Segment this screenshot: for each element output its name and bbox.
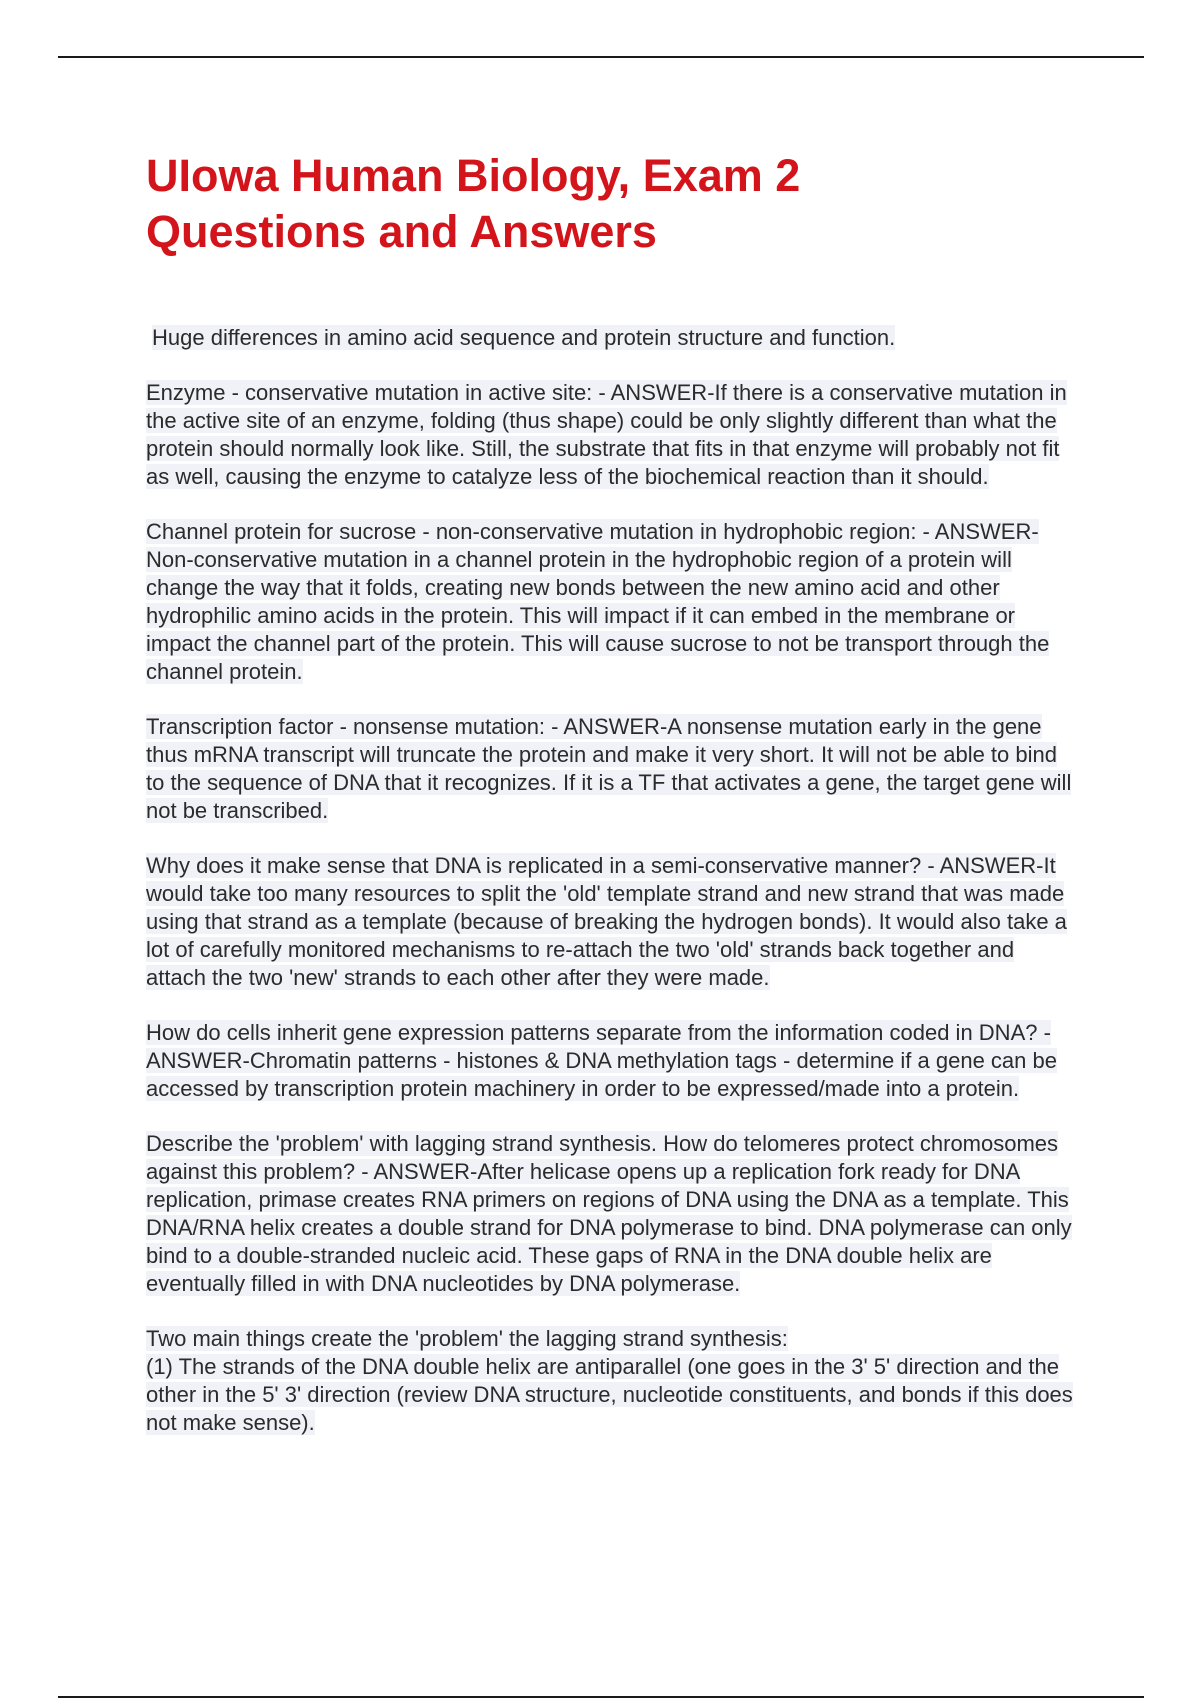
paragraph-transcription-factor [146, 713, 1076, 825]
document-body [146, 148, 1076, 1464]
paragraph-text: Huge differences in amino acid sequence and protein structure and function. [152, 325, 896, 350]
paragraph-gene-expression [146, 1019, 1076, 1103]
paragraph-enzyme [146, 379, 1076, 491]
paragraph-text: Transcription factor - nonsense mutation: - ANSWER-A nonsense mutation early in the gene thus mRNA transcript will truncate the protein and make it very short. It will not be able to bind to the sequence of DNA that it recognizes. If it is a TF that activates a gene, the target gene will not be transcribed. [146, 714, 1072, 823]
paragraph-semi-conservative [146, 852, 1076, 992]
paragraph-lagging-strand [146, 1130, 1076, 1298]
paragraph-text-line-2: (1) The strands of the DNA double helix are antiparallel (one goes in the 3' 5' direction and the other in the 5' 3' direction (review DNA structure, nucleotide constituents, and bonds if this does not make sense). [146, 1354, 1073, 1435]
header-rule [58, 56, 1144, 58]
paragraph-two-main-things [146, 1325, 1076, 1437]
title-line-1: UIowa Human Biology, Exam 2 [146, 150, 801, 201]
paragraph-text: Enzyme - conservative mutation in active site: - ANSWER-If there is a conservative mutation in the active site of an enzyme, folding (thus shape) could be only slightly different than what the protein should normally look like. Still, the substrate that fits in that enzyme will probably not fit as well, causing the enzyme to catalyze less of the biochemical reaction than it should. [146, 380, 1067, 489]
paragraph-text: Describe the 'problem' with lagging strand synthesis. How do telomeres protect chromosomes against this problem? - ANSWER-After helicase opens up a replication fork ready for DNA replication, primase creates RNA primers on regions of DNA using the DNA as a template. This DNA/RNA helix creates a double strand for DNA polymerase to bind. DNA polymerase can only bind to a double-stranded nucleic acid. These gaps of RNA in the DNA double helix are eventually filled in with DNA nucleotides by DNA polymerase. [146, 1131, 1072, 1296]
paragraph-text-line-1: Two main things create the 'problem' the lagging strand synthesis: [146, 1326, 788, 1351]
paragraph-channel-protein [146, 518, 1076, 686]
footer-rule [58, 1696, 1144, 1698]
paragraph-text: How do cells inherit gene expression patterns separate from the information coded in DNA? - ANSWER-Chromatin patterns - histones & DNA methylation tags - determine if a gene can be accessed by transcription protein machinery in order to be expressed/made into a protein. [146, 1020, 1057, 1101]
paragraph-text: Channel protein for sucrose - non-conservative mutation in hydrophobic region: - ANSWER-Non-conservative mutation in a channel protein in the hydrophobic region of a protein will change the way that it folds, creating new bonds between the new amino acid and other hydrophilic amino acids in the protein. This will impact if it can embed in the membrane or impact the channel part of the protein. This will cause sucrose to not be transport through the channel protein. [146, 519, 1050, 684]
paragraph-text: Why does it make sense that DNA is replicated in a semi-conservative manner? - ANSWER-It would take too many resources to split the 'old' template strand and new strand that was made using that strand as a template (because of breaking the hydrogen bonds). It would also take a lot of carefully monitored mechanisms to re-attach the two 'old' strands back together and attach the two 'new' strands to each other after they were made. [146, 853, 1067, 990]
document-title [146, 148, 1076, 260]
paragraph-intro [146, 324, 1076, 352]
title-line-2: Questions and Answers [146, 206, 657, 257]
